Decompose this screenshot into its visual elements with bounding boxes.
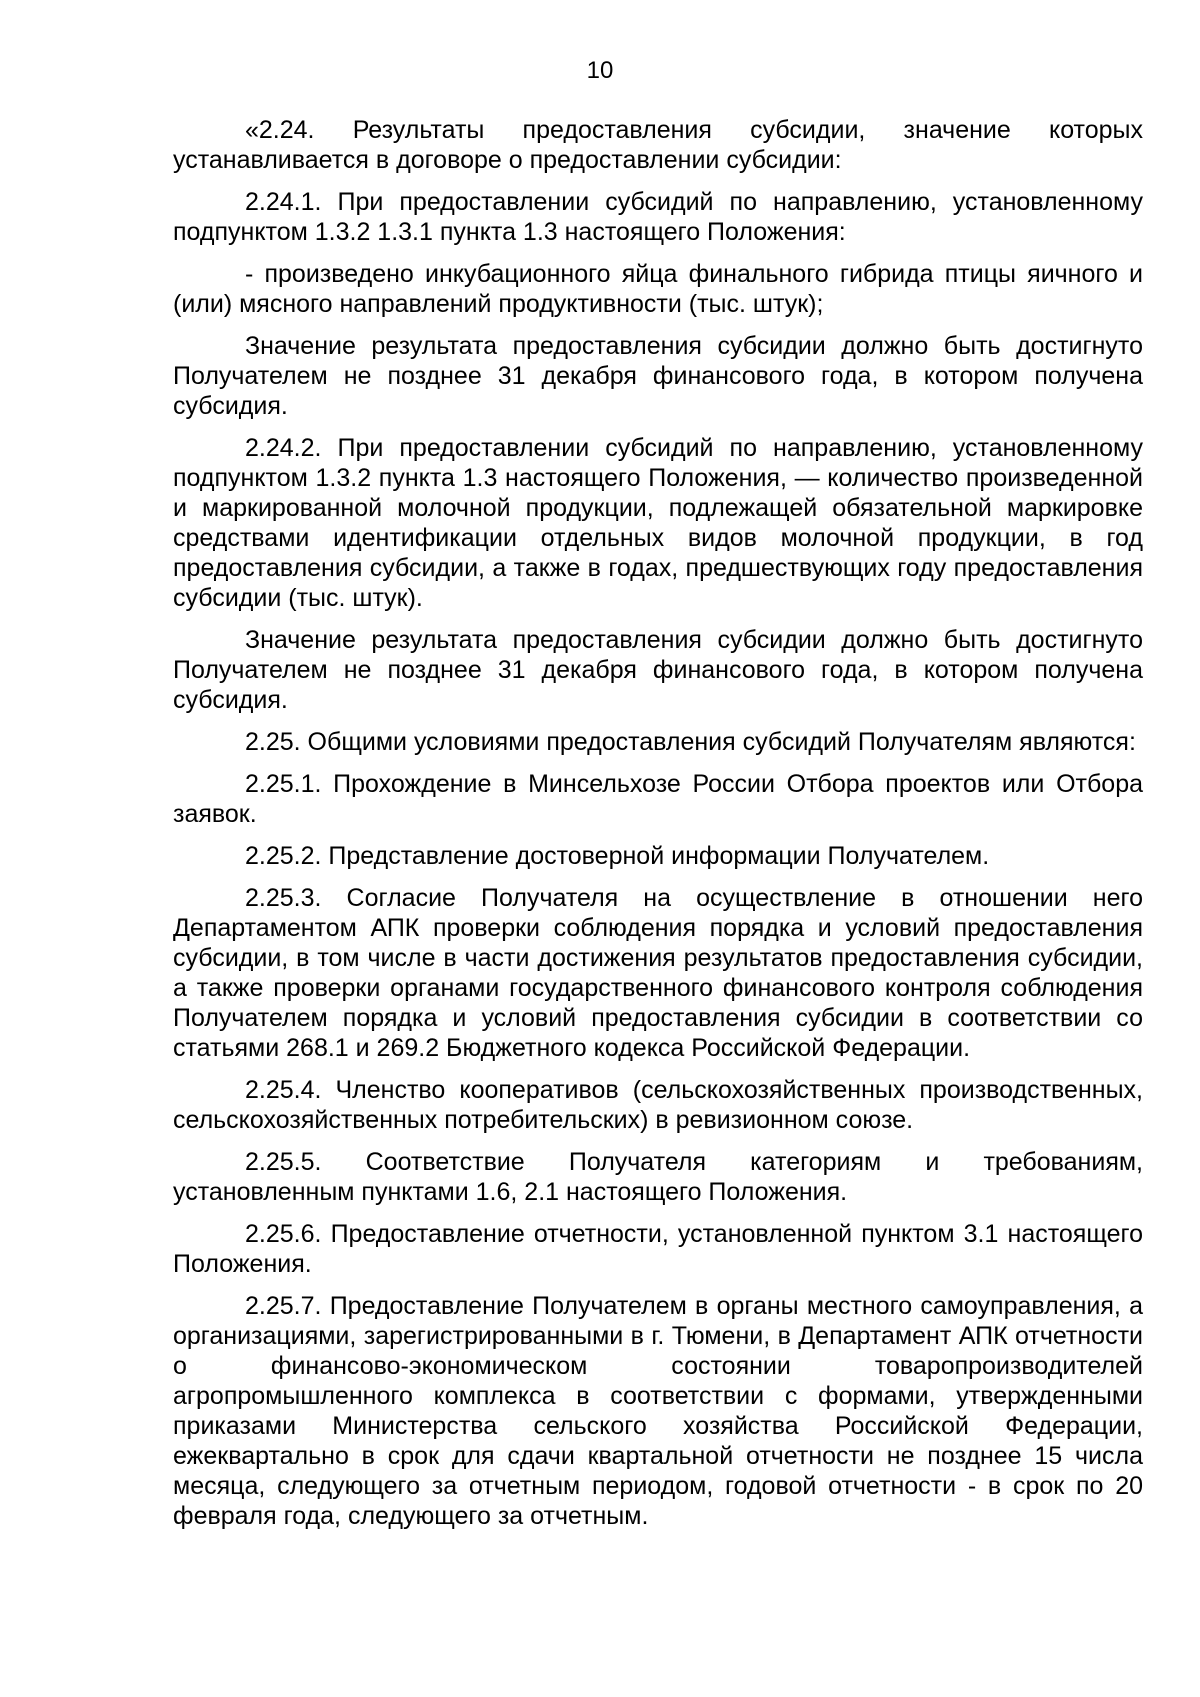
paragraph-result-deadline-2: Значение результата предоставления субсидии должно быть достигнуто Получателем не позднее 31 декабря финансового года, в котором получена субсидия.	[173, 626, 1143, 714]
paragraph-2-24: «2.24. Результаты предоставления субсидии, значение которых устанавливается в договоре о предоставлении субсидии:	[173, 116, 1143, 174]
paragraph-2-24-1: 2.24.1. При предоставлении субсидий по направлению, установленному подпунктом 1.3.2 1.3.1 пункта 1.3 настоящего Положения:	[173, 188, 1143, 246]
paragraph-2-25-6: 2.25.6. Предоставление отчетности, установленной пунктом 3.1 настоящего Положения.	[173, 1220, 1143, 1278]
document-body	[173, 115, 1143, 1543]
page-number: 10	[586, 57, 614, 84]
paragraph-2-25-2: 2.25.2. Представление достоверной информации Получателем.	[245, 842, 990, 870]
paragraph-2-25-4: 2.25.4. Членство кооперативов (сельскохозяйственных производственных, сельскохозяйственных потребительских) в ревизионном союзе.	[173, 1076, 1143, 1134]
paragraph-2-25-5: 2.25.5. Соответствие Получателя категориям и требованиям, установленным пунктами 1.6, 2.1 настоящего Положения.	[173, 1148, 1143, 1206]
paragraph-2-25-1: 2.25.1. Прохождение в Минсельхозе России Отбора проектов или Отбора заявок.	[173, 770, 1143, 828]
paragraph-2-24-1-item: - произведено инкубационного яйца финального гибрида птицы яичного и (или) мясного направлений продуктивности (тыс. штук);	[173, 260, 1143, 318]
paragraph-result-deadline-1: Значение результата предоставления субсидии должно быть достигнуто Получателем не позднее 31 декабря финансового года, в котором получена субсидия.	[173, 332, 1143, 420]
paragraph-2-24-2: 2.24.2. При предоставлении субсидий по направлению, установленному подпунктом 1.3.2 пункта 1.3 настоящего Положения, — количество произведенной и маркированной молочной продукции, подлежащей обязательной маркировке средствами идентификации отдельных видов молочной продукции, в год предоставления субсидии, а также в годах, предшествующих году предоставления субсидии (тыс. штук).	[173, 434, 1143, 612]
paragraph-2-25-3: 2.25.3. Согласие Получателя на осуществление в отношении него Департаментом АПК проверки соблюдения порядка и условий предоставления субсидии, в том числе в части достижения результатов предоставления субсидии, а также проверки органами государственного финансового контроля соблюдения Получателем порядка и условий предоставления субсидии в соответствии со статьями 268.1 и 269.2 Бюджетного кодекса Российской Федерации.	[173, 884, 1143, 1062]
paragraph-2-25: 2.25. Общими условиями предоставления субсидий Получателям являются:	[245, 728, 1136, 756]
paragraph-2-25-7: 2.25.7. Предоставление Получателем в органы местного самоуправления, а организациями, зарегистрированными в г. Тюмени, в Департамент АПК отчетности о финансово-экономическом состоянии товаропроизводителей агропромышленного комплекса в соответствии с формами, утвержденными приказами Министерства сельского хозяйства Российской Федерации, ежеквартально в срок для сдачи квартальной отчетности не позднее 15 числа месяца, следующего за отчетным периодом, годовой отчетности - в срок по 20 февраля года, следующего за отчетным.	[173, 1292, 1143, 1530]
